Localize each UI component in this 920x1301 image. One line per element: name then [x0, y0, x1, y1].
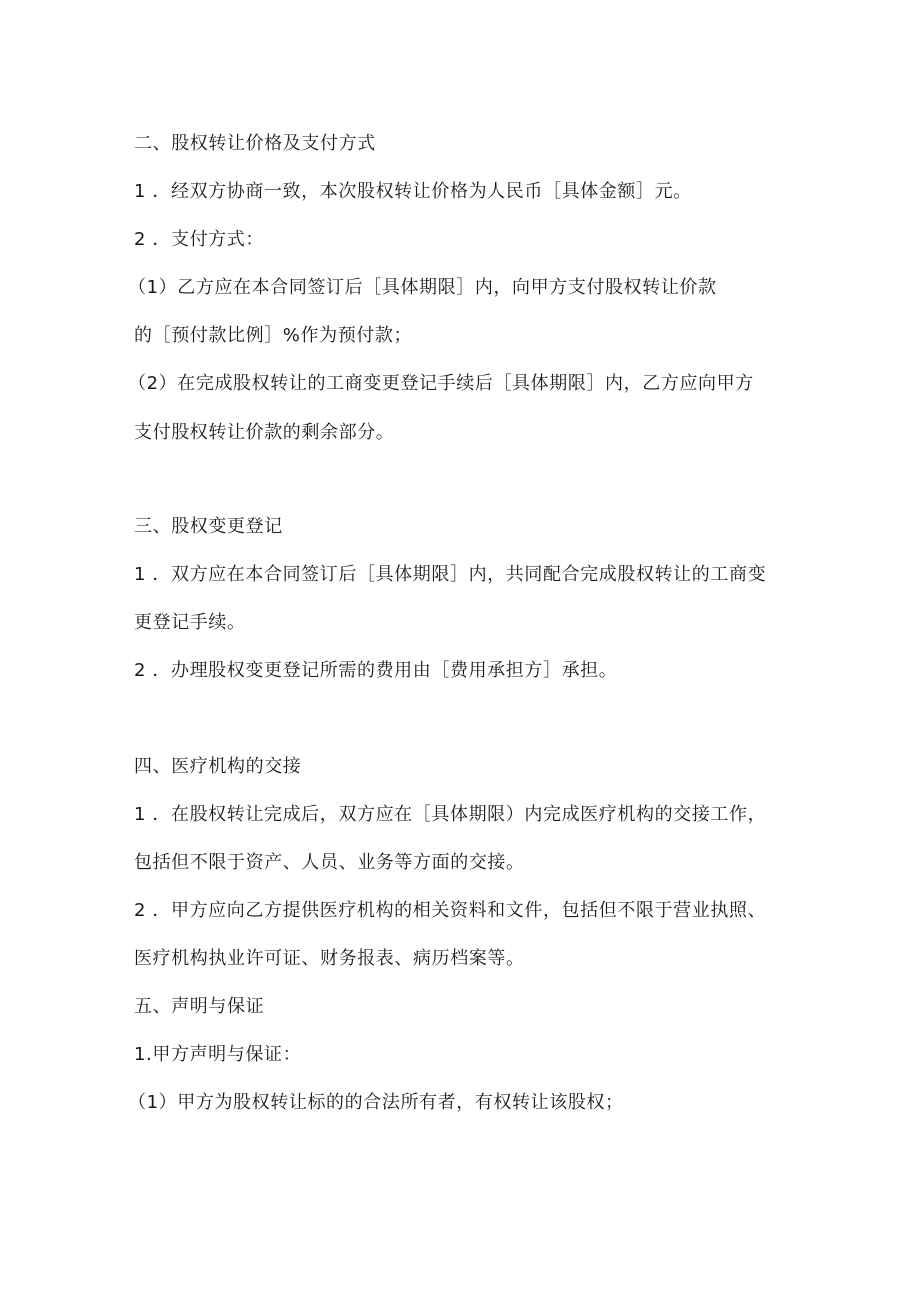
section-heading: 五、声明与保证	[134, 996, 265, 1017]
paragraph-line: 2 ．支付方式：	[134, 229, 264, 250]
paragraph-line: （1）甲方为股权转让标的的合法所有者，有权转让该股权；	[128, 1092, 624, 1113]
paragraph-line: 1 ．经双方协商一致，本次股权转让价格为人民币［具体金额］元。	[134, 181, 692, 202]
section-heading: 四、医疗机构的交接	[134, 756, 302, 777]
paragraph-line: （2）在完成股权转让的工商变更登记手续后［具体期限］内，乙方应向甲方	[128, 373, 754, 394]
section-heading: 三、股权变更登记	[134, 516, 283, 537]
section-heading: 二、股权转让价格及支付方式	[134, 133, 376, 154]
paragraph-line: 1 ．双方应在本合同签订后［具体期限］内，共同配合完成股权转让的工商变	[134, 564, 767, 585]
paragraph-line: 医疗机构执业许可证、财务报表、病历档案等。	[134, 948, 525, 969]
paragraph-line: 更登记手续。	[134, 612, 246, 633]
paragraph-line: 的［预付款比例］%作为预付款；	[134, 325, 413, 346]
paragraph-line: 支付股权转让价款的剩余部分。	[134, 422, 395, 443]
paragraph-line: 2 ．甲方应向乙方提供医疗机构的相关资料和文件，包括但不限于营业执照、	[134, 900, 767, 921]
paragraph-line: （1）乙方应在本合同签订后［具体期限］内，向甲方支付股权转让价款	[128, 277, 717, 298]
paragraph-line: 2 ．办理股权变更登记所需的费用由［费用承担方］承担。	[134, 660, 618, 681]
paragraph-line: 1 ．在股权转让完成后，双方应在［具体期限）内完成医疗机构的交接工作，	[134, 804, 767, 825]
paragraph-line: 1.甲方声明与保证：	[134, 1044, 302, 1065]
paragraph-line: 包括但不限于资产、人员、业务等方面的交接。	[134, 852, 525, 873]
